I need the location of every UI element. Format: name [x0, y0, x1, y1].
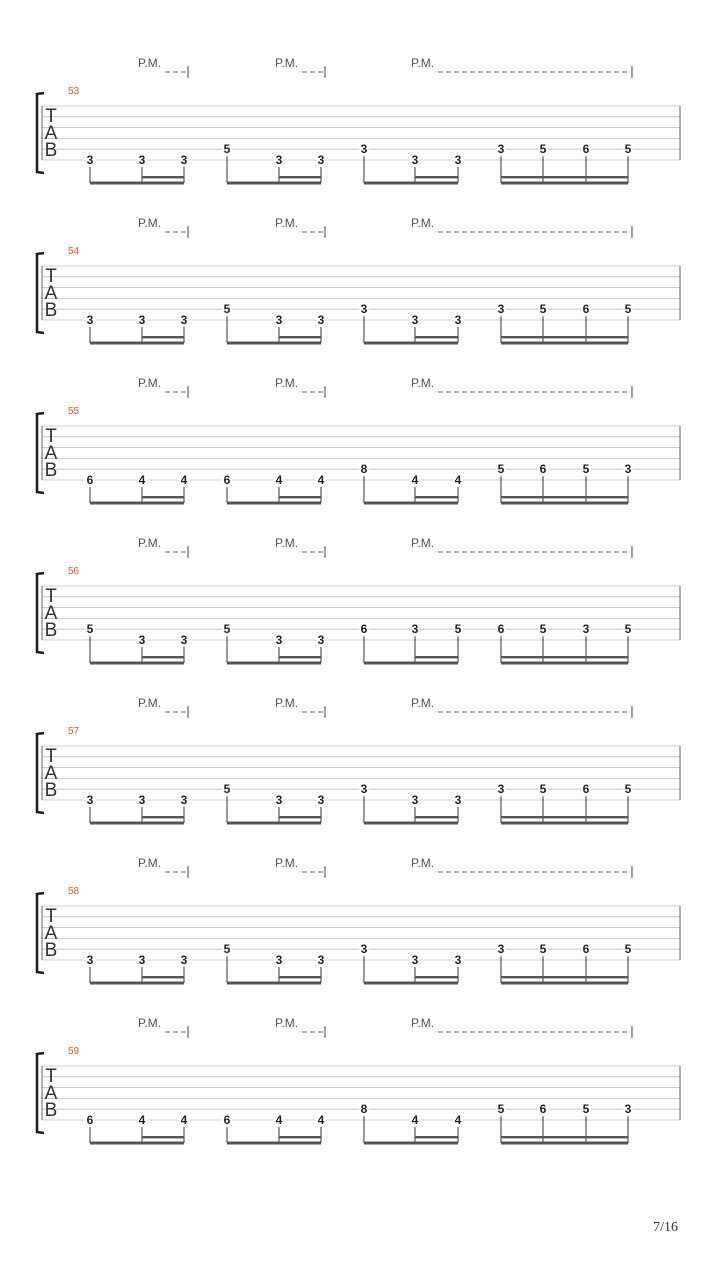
palm-mute-label: P.M. — [138, 56, 162, 70]
palm-mute-label: P.M. — [411, 856, 435, 870]
fret-number: 3 — [624, 462, 632, 477]
tab-system-53 — [37, 56, 680, 185]
fret-number: 4 — [411, 1113, 419, 1127]
fret-number: 3 — [360, 782, 368, 797]
fret-number: 3 — [454, 793, 462, 807]
measure-number: 55 — [68, 406, 80, 417]
fret-number: 3 — [275, 633, 283, 647]
fret-number: 6 — [582, 942, 590, 957]
palm-mute-label: P.M. — [411, 1016, 435, 1030]
primary-beam — [90, 982, 184, 985]
secondary-beam — [279, 656, 321, 658]
primary-beam — [364, 1142, 458, 1145]
fret-number: 5 — [624, 142, 632, 157]
primary-beam — [364, 502, 458, 505]
fret-number: 5 — [582, 1102, 590, 1117]
tab-system-58 — [37, 856, 680, 985]
primary-beam — [501, 1142, 628, 1145]
palm-mute-label: P.M. — [275, 536, 299, 550]
fret-number: 3 — [360, 142, 368, 157]
fret-number: 4 — [180, 1113, 188, 1127]
page-number: 7/16 — [653, 1220, 678, 1235]
tab-clef-letter: A — [44, 603, 58, 624]
fret-number: 3 — [317, 793, 325, 807]
fret-number: 5 — [539, 622, 547, 637]
tab-clef-letter: B — [44, 1100, 58, 1121]
tab-clef-letter: T — [45, 906, 57, 927]
fret-number: 3 — [497, 302, 505, 317]
palm-mute-label: P.M. — [275, 1016, 299, 1030]
fret-number: 4 — [317, 473, 325, 487]
fret-number: 4 — [411, 473, 419, 487]
fret-number: 4 — [275, 1113, 283, 1127]
primary-beam — [90, 662, 184, 665]
fret-number: 6 — [223, 473, 231, 487]
secondary-beam — [279, 176, 321, 178]
measure-number: 58 — [68, 886, 80, 897]
fret-number: 5 — [539, 942, 547, 957]
palm-mute-label: P.M. — [138, 1016, 162, 1030]
fret-number: 3 — [138, 953, 146, 967]
fret-number: 3 — [411, 153, 419, 167]
tab-clef-letter: T — [45, 1066, 57, 1087]
primary-beam — [227, 342, 321, 345]
fret-number: 5 — [624, 622, 632, 637]
fret-number: 5 — [454, 622, 462, 637]
fret-number: 5 — [223, 942, 231, 957]
secondary-beam — [279, 976, 321, 978]
system-bracket — [37, 733, 44, 813]
tab-clef-letter: A — [44, 283, 58, 304]
system-bracket — [37, 253, 44, 333]
measure-number: 54 — [68, 246, 80, 257]
secondary-beam — [142, 816, 184, 818]
secondary-beam — [415, 336, 458, 338]
primary-beam — [227, 662, 321, 665]
palm-mute-label: P.M. — [411, 696, 435, 710]
fret-number: 3 — [497, 942, 505, 957]
tab-system-57 — [37, 696, 680, 825]
tab-clef-letter: B — [44, 300, 58, 321]
secondary-beam — [142, 336, 184, 338]
primary-beam — [227, 182, 321, 185]
fret-number: 5 — [539, 782, 547, 797]
tab-clef-letter: B — [44, 940, 58, 961]
fret-number: 3 — [411, 793, 419, 807]
tab-clef-letter: A — [44, 763, 58, 784]
palm-mute-label: P.M. — [411, 376, 435, 390]
fret-number: 3 — [360, 302, 368, 317]
primary-beam — [501, 822, 628, 825]
fret-number: 8 — [360, 1102, 368, 1117]
primary-beam — [227, 502, 321, 505]
palm-mute-label: P.M. — [411, 536, 435, 550]
secondary-beam — [415, 176, 458, 178]
fret-number: 3 — [275, 953, 283, 967]
fret-number: 4 — [454, 473, 462, 487]
fret-number: 8 — [360, 462, 368, 477]
system-bracket — [37, 413, 44, 493]
tab-clef-letter: B — [44, 460, 58, 481]
secondary-beam — [279, 816, 321, 818]
fret-number: 5 — [497, 462, 505, 477]
system-bracket — [37, 1053, 44, 1133]
fret-number: 3 — [317, 313, 325, 327]
secondary-beam — [501, 176, 628, 178]
tab-clef-letter: A — [44, 923, 58, 944]
fret-number: 3 — [180, 633, 188, 647]
fret-number: 3 — [180, 313, 188, 327]
fret-number: 5 — [223, 782, 231, 797]
fret-number: 3 — [180, 793, 188, 807]
fret-number: 3 — [275, 793, 283, 807]
fret-number: 3 — [624, 1102, 632, 1117]
secondary-beam — [501, 496, 628, 498]
palm-mute-label: P.M. — [275, 56, 299, 70]
secondary-beam — [279, 1136, 321, 1138]
system-bracket — [37, 893, 44, 973]
primary-beam — [364, 182, 458, 185]
primary-beam — [90, 182, 184, 185]
tab-clef-letter: A — [44, 443, 58, 464]
primary-beam — [227, 982, 321, 985]
fret-number: 3 — [454, 313, 462, 327]
tab-system-59 — [37, 1016, 680, 1145]
fret-number: 4 — [275, 473, 283, 487]
primary-beam — [364, 662, 458, 665]
fret-number: 6 — [582, 302, 590, 317]
primary-beam — [90, 1142, 184, 1145]
fret-number: 3 — [86, 313, 94, 327]
fret-number: 3 — [411, 953, 419, 967]
palm-mute-label: P.M. — [138, 376, 162, 390]
palm-mute-label: P.M. — [411, 216, 435, 230]
fret-number: 6 — [86, 473, 94, 487]
measure-number: 56 — [68, 566, 80, 577]
fret-number: 3 — [582, 622, 590, 637]
fret-number: 5 — [624, 942, 632, 957]
measure-number: 53 — [68, 86, 80, 97]
fret-number: 3 — [86, 953, 94, 967]
primary-beam — [364, 822, 458, 825]
tab-system-55 — [37, 376, 680, 505]
primary-beam — [501, 502, 628, 505]
fret-number: 6 — [539, 462, 547, 477]
palm-mute-label: P.M. — [275, 696, 299, 710]
fret-number: 3 — [275, 153, 283, 167]
primary-beam — [364, 342, 458, 345]
fret-number: 6 — [582, 782, 590, 797]
fret-number: 3 — [86, 793, 94, 807]
fret-number: 3 — [138, 153, 146, 167]
primary-beam — [501, 982, 628, 985]
primary-beam — [501, 182, 628, 185]
primary-beam — [90, 342, 184, 345]
fret-number: 3 — [138, 793, 146, 807]
fret-number: 3 — [317, 633, 325, 647]
fret-number: 4 — [180, 473, 188, 487]
secondary-beam — [501, 816, 628, 818]
fret-number: 6 — [497, 622, 505, 637]
fret-number: 5 — [539, 142, 547, 157]
fret-number: 3 — [317, 153, 325, 167]
secondary-beam — [501, 976, 628, 978]
system-bracket — [37, 573, 44, 653]
fret-number: 3 — [180, 153, 188, 167]
fret-number: 3 — [454, 153, 462, 167]
palm-mute-label: P.M. — [411, 56, 435, 70]
secondary-beam — [142, 656, 184, 658]
secondary-beam — [415, 496, 458, 498]
tab-clef-letter: A — [44, 1083, 58, 1104]
fret-number: 3 — [360, 942, 368, 957]
primary-beam — [90, 502, 184, 505]
secondary-beam — [142, 976, 184, 978]
fret-number: 4 — [454, 1113, 462, 1127]
fret-number: 3 — [138, 313, 146, 327]
tab-clef-letter: A — [44, 123, 58, 144]
fret-number: 5 — [582, 462, 590, 477]
secondary-beam — [501, 1136, 628, 1138]
fret-number: 4 — [138, 473, 146, 487]
tab-clef-letter: B — [44, 780, 58, 801]
secondary-beam — [501, 656, 628, 658]
fret-number: 6 — [539, 1102, 547, 1117]
system-bracket — [37, 93, 44, 173]
fret-number: 3 — [317, 953, 325, 967]
fret-number: 6 — [223, 1113, 231, 1127]
secondary-beam — [415, 976, 458, 978]
secondary-beam — [142, 1136, 184, 1138]
secondary-beam — [501, 336, 628, 338]
fret-number: 3 — [180, 953, 188, 967]
fret-number: 5 — [539, 302, 547, 317]
fret-number: 5 — [497, 1102, 505, 1117]
fret-number: 6 — [582, 142, 590, 157]
fret-number: 5 — [223, 302, 231, 317]
primary-beam — [501, 662, 628, 665]
fret-number: 5 — [624, 782, 632, 797]
secondary-beam — [142, 176, 184, 178]
tab-clef-letter: T — [45, 746, 57, 767]
tab-clef-letter: T — [45, 586, 57, 607]
tab-clef-letter: T — [45, 426, 57, 447]
palm-mute-label: P.M. — [138, 696, 162, 710]
secondary-beam — [142, 496, 184, 498]
palm-mute-label: P.M. — [138, 536, 162, 550]
primary-beam — [227, 822, 321, 825]
secondary-beam — [415, 1136, 458, 1138]
palm-mute-label: P.M. — [138, 216, 162, 230]
tab-clef-letter: T — [45, 106, 57, 127]
secondary-beam — [415, 656, 458, 658]
fret-number: 6 — [86, 1113, 94, 1127]
primary-beam — [90, 822, 184, 825]
fret-number: 5 — [86, 622, 94, 637]
fret-number: 5 — [223, 622, 231, 637]
fret-number: 3 — [411, 622, 419, 637]
tab-clef-letter: B — [44, 620, 58, 641]
tab-clef-letter: T — [45, 266, 57, 287]
fret-number: 6 — [360, 622, 368, 637]
fret-number: 4 — [138, 1113, 146, 1127]
fret-number: 3 — [497, 142, 505, 157]
secondary-beam — [415, 816, 458, 818]
fret-number: 5 — [624, 302, 632, 317]
tab-clef-letter: B — [44, 140, 58, 161]
palm-mute-label: P.M. — [275, 216, 299, 230]
secondary-beam — [279, 496, 321, 498]
primary-beam — [364, 982, 458, 985]
fret-number: 3 — [275, 313, 283, 327]
secondary-beam — [279, 336, 321, 338]
tab-system-54 — [37, 216, 680, 345]
fret-number: 3 — [138, 633, 146, 647]
fret-number: 3 — [86, 153, 94, 167]
tab-system-56 — [37, 536, 680, 665]
fret-number: 3 — [497, 782, 505, 797]
measure-number: 57 — [68, 726, 80, 737]
palm-mute-label: P.M. — [275, 856, 299, 870]
primary-beam — [501, 342, 628, 345]
fret-number: 5 — [223, 142, 231, 157]
fret-number: 3 — [454, 953, 462, 967]
measure-number: 59 — [68, 1046, 80, 1057]
fret-number: 3 — [411, 313, 419, 327]
palm-mute-label: P.M. — [275, 376, 299, 390]
primary-beam — [227, 1142, 321, 1145]
fret-number: 4 — [317, 1113, 325, 1127]
palm-mute-label: P.M. — [138, 856, 162, 870]
